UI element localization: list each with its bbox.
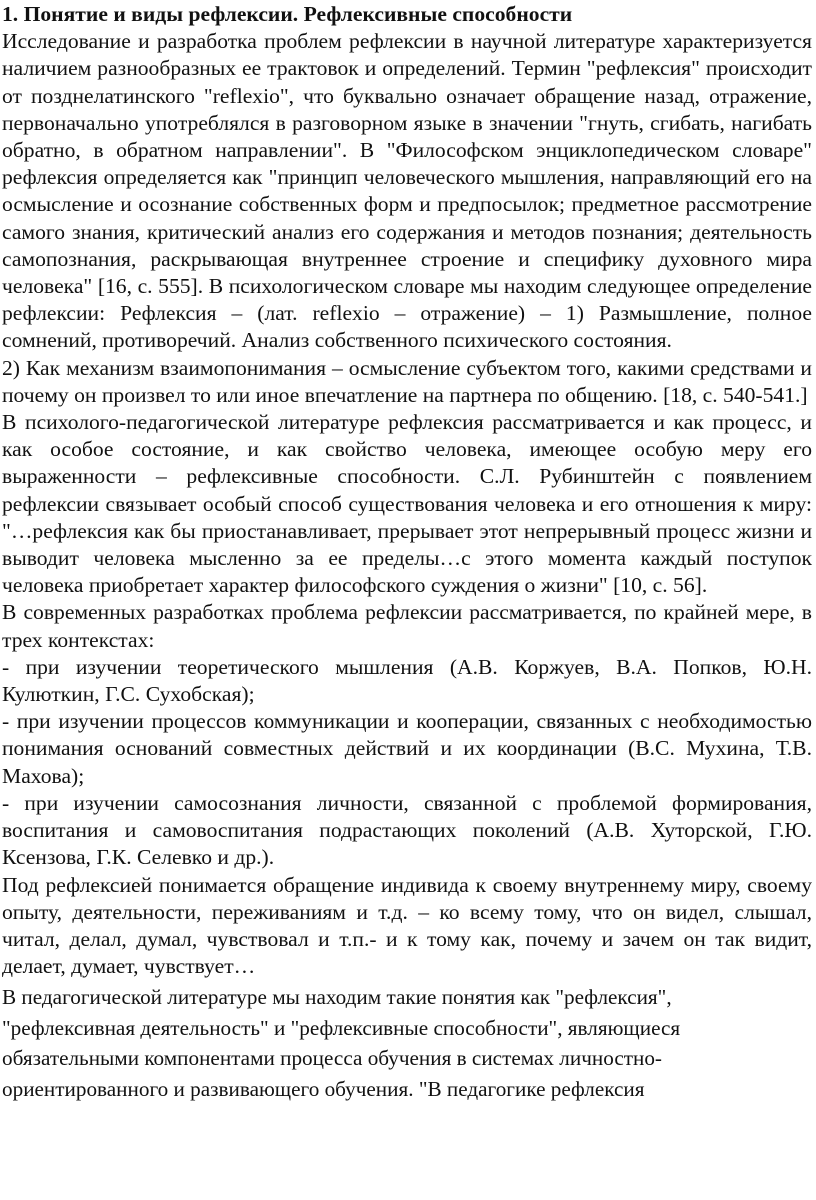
text-line: обязательными компонентами процесса обучения в системах личностно- [2, 1046, 662, 1071]
paragraph-pedagogical-literature [2, 980, 812, 1104]
section-heading: 1. Понятие и виды рефлексии. Рефлексивные способности [2, 2, 573, 26]
text-line: ориентированного и развивающего обучения. "В педагогике рефлексия [2, 1076, 645, 1101]
paragraph-reflection-definition: Исследование и разработка проблем рефлексии в научной литературе характеризуется наличием разнообразных ее трактовок и определений. Термин "рефлексия" происходит от позднелатинского "reflexio", что буквально означает обращение назад, отражение, первоначально употреблялся в разговорном языке в значении "гнуть, сгибать, нагибать обратно, в обратном направлении". В "Философском энциклопедическом словаре" рефлексия определяется как "принцип человеческого мышления, направляющий его на осмысление и осознание собственных форм и предпосылок; предметное рассмотрение самого знания, критический анализ его содержания и методов познания; деятельность самопознания, раскрывающая внутреннее строение и специфику духовного мира человека" [16, с. 555]. В психологическом словаре мы находим следующее определение рефлексии: Рефлексия – (лат. reflexio – отражение) – 1) Размышление, полное сомнений, противоречий. Анализ собственного психического состояния. [2, 29, 812, 353]
paragraph-mutual-understanding: 2) Как механизм взаимопонимания – осмысление субъектом того, какими средствами и почему он произвел то или иное впечатление на партнера по общению. [18, с. 540-541.] [2, 355, 812, 407]
list-item-communication: - при изучении процессов коммуникации и кооперации, связанных с необходимостью понимания оснований совместных действий и их координации (В.С. Мухина, Т.В. Махова); [2, 709, 812, 788]
text-line: "рефлексивная деятельность" и "рефлексивные способности", являющиеся [2, 1015, 681, 1040]
paragraph-psych-pedagogical: В психолого-педагогической литературе рефлексия рассматривается и как процесс, и как особое состояние, и как свойство человека, имеющее особую меру его выраженности – рефлексивные способности. С.Л. Рубинштейн с появлением рефлексии связывает особый способ существования человека и его отношения к миру: "…рефлексия как бы приостанавливает, прерывает этот непрерывный процесс жизни и выводит человека мысленно за ее пределы…с этого момента каждый поступок человека приобретает характер философского суждения о жизни" [10, с. 56]. [2, 410, 812, 598]
paragraph-reflection-meaning: Под рефлексией понимается обращение индивида к своему внутреннему миру, своему опыту, деятельности, переживаниям и т.д. – ко всему тому, что он видел, слышал, читал, делал, думал, чувствовал и т.п.- и к тому как, почему и зачем он так видит, делает, думает, чувствует… [2, 872, 812, 979]
list-item-self-awareness: - при изучении самосознания личности, связанной с проблемой формирования, воспитания и самовоспитания подрастающих поколений (А.В. Хуторской, Г.Ю. Ксензова, Г.К. Селевко и др.). [2, 790, 812, 870]
list-item-theoretical-thinking: - при изучении теоретического мышления (А.В. Коржуев, В.А. Попков, Ю.Н. Кулюткин, Г.С. Сухобская); [2, 654, 812, 707]
paragraph-modern-contexts: В современных разработках проблема рефлексии рассматривается, по крайней мере, в трех контекстах: [2, 600, 812, 652]
text-line: В педагогической литературе мы находим такие понятия как "рефлексия", [2, 985, 672, 1010]
document-page [2, 0, 812, 1104]
